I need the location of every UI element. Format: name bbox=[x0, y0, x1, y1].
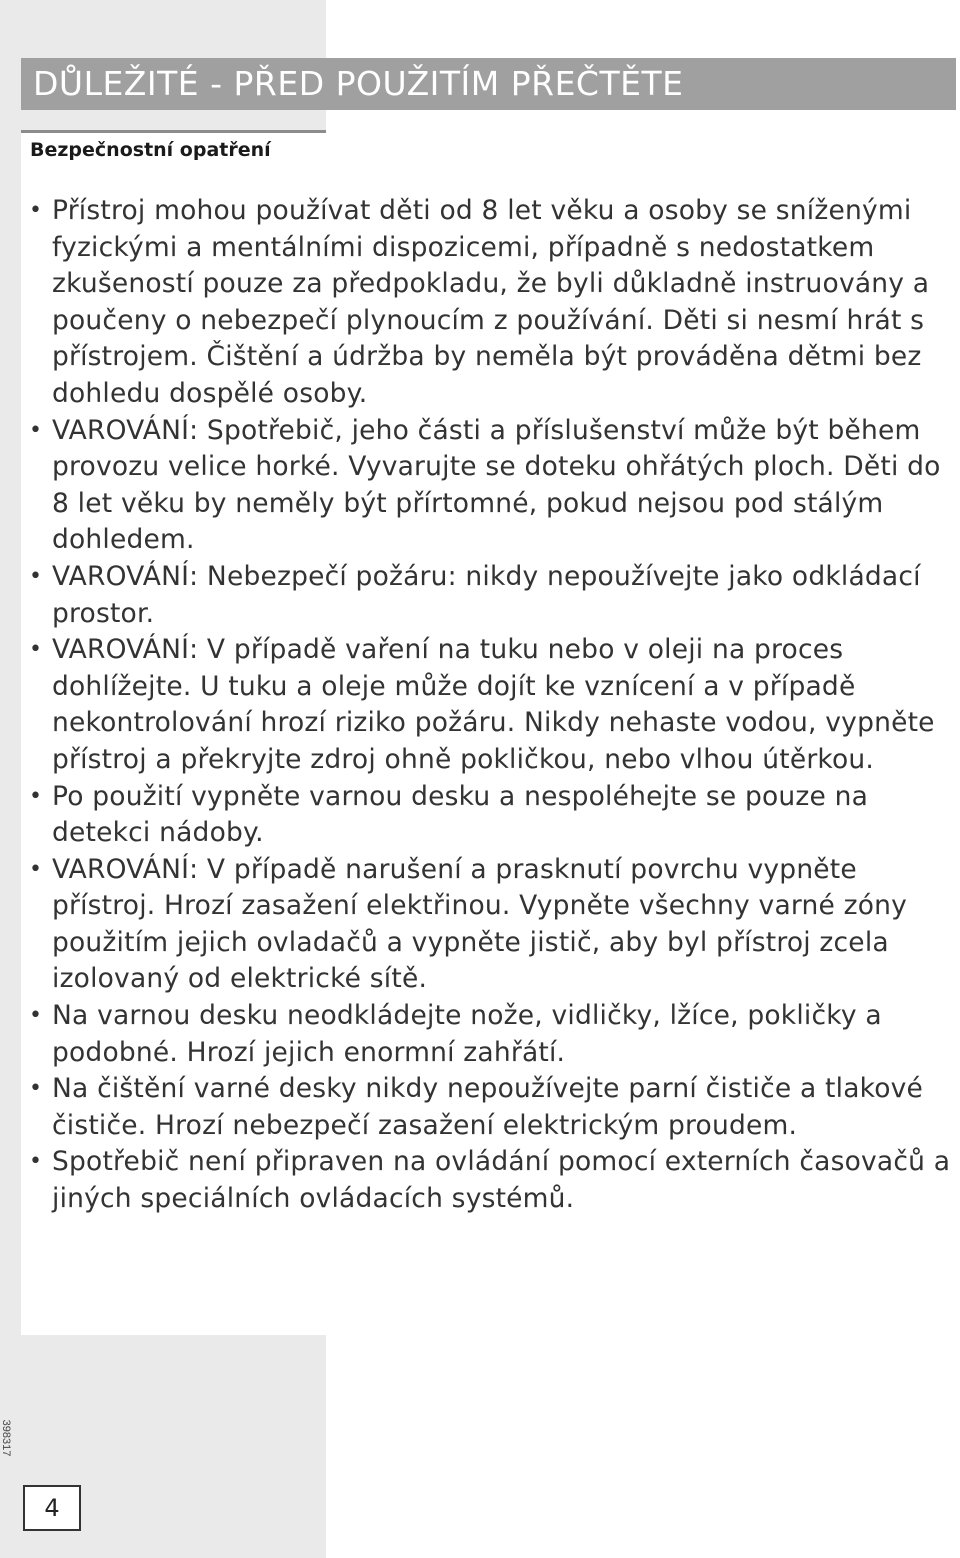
page-title: DŮLEŽITÉ - PŘED POUŽITÍM PŘEČTĚTE bbox=[21, 58, 956, 110]
bullet-icon: • bbox=[29, 1003, 43, 1029]
list-item bbox=[21, 1144, 951, 1217]
bullet-icon: • bbox=[29, 417, 43, 443]
bullet-icon: • bbox=[29, 1076, 43, 1102]
list-item-text: VAROVÁNÍ: Spotřebič, jeho části a příslušenství může být během provozu velice horké. Vyvarujte se doteku ohřátých ploch. Děti do 8 let věku by neměly být přírtomné, pokud nejsou pod stálým dohledem. bbox=[52, 414, 941, 556]
list-item-text: VAROVÁNÍ: V případě vaření na tuku nebo v oleji na proces dohlížejte. U tuku a oleje může dojít ke vznícení a v případě nekontrolování hrozí riziko požáru. Nikdy nehaste vodou, vypněte přístroj a překryjte zdroj ohně pokličkou, nebo vlhou útěrkou. bbox=[52, 634, 935, 775]
list-item bbox=[21, 852, 951, 998]
list-item-text: Na čištění varné desky nikdy nepoužívejte parní čističe a tlakové čističe. Hrozí nebezpečí zasažení elektrickým proudem. bbox=[52, 1073, 924, 1141]
section-heading: Bezpečnostní opatření bbox=[30, 139, 271, 161]
list-item bbox=[21, 1071, 951, 1144]
list-item bbox=[21, 413, 951, 559]
list-item bbox=[21, 632, 951, 778]
list-item-text: Přístroj mohou používat děti od 8 let věku a osoby se sníženými fyzickými a mentálními dispozicemi, případně s nedostatkem zkušeností pouze za předpokladu, že byli důkladně instruovány a poučeny o nebezpečí plynoucím z používání. Děti si nesmí hrát s přístrojem. Čištění a údržba by neměla být prováděna dětmi bez dohledu dospělé osoby. bbox=[52, 195, 930, 409]
safety-list bbox=[21, 193, 951, 1218]
list-item-text: VAROVÁNÍ: V případě narušení a prasknutí povrchu vypněte přístroj. Hrozí zasažení elektřinou. Vypněte všechny varné zóny použitím jejich ovladačů a vypněte jistič, aby byl přístroj zcela izolovaný od elektrické sítě. bbox=[52, 853, 908, 995]
bullet-icon: • bbox=[29, 783, 43, 809]
document-code: 398317 bbox=[0, 1419, 12, 1457]
bullet-icon: • bbox=[29, 563, 43, 589]
bullet-icon: • bbox=[29, 1149, 43, 1175]
bullet-icon: • bbox=[29, 856, 43, 882]
list-item bbox=[21, 193, 951, 413]
list-item-text: Po použití vypněte varnou desku a nespoléhejte se pouze na detekci nádoby. bbox=[52, 780, 869, 849]
bullet-icon: • bbox=[29, 198, 43, 223]
page-number: 4 bbox=[23, 1485, 81, 1531]
list-item-text: Spotřebič není připraven na ovládání pomocí externích časovačů a jiných speciálních ovládacích systémů. bbox=[52, 1146, 951, 1215]
list-item bbox=[21, 998, 951, 1071]
list-item bbox=[21, 779, 951, 852]
list-item-text: Na varnou desku neodkládejte nože, vidličky, lžíce, pokličky a podobné. Hrozí jejich enormní zahřátí. bbox=[52, 1000, 882, 1068]
list-item-text: VAROVÁNÍ: Nebezpečí požáru: nikdy nepoužívejte jako odkládací prostor. bbox=[52, 560, 921, 629]
list-item bbox=[21, 559, 951, 632]
bullet-icon: • bbox=[29, 637, 43, 663]
